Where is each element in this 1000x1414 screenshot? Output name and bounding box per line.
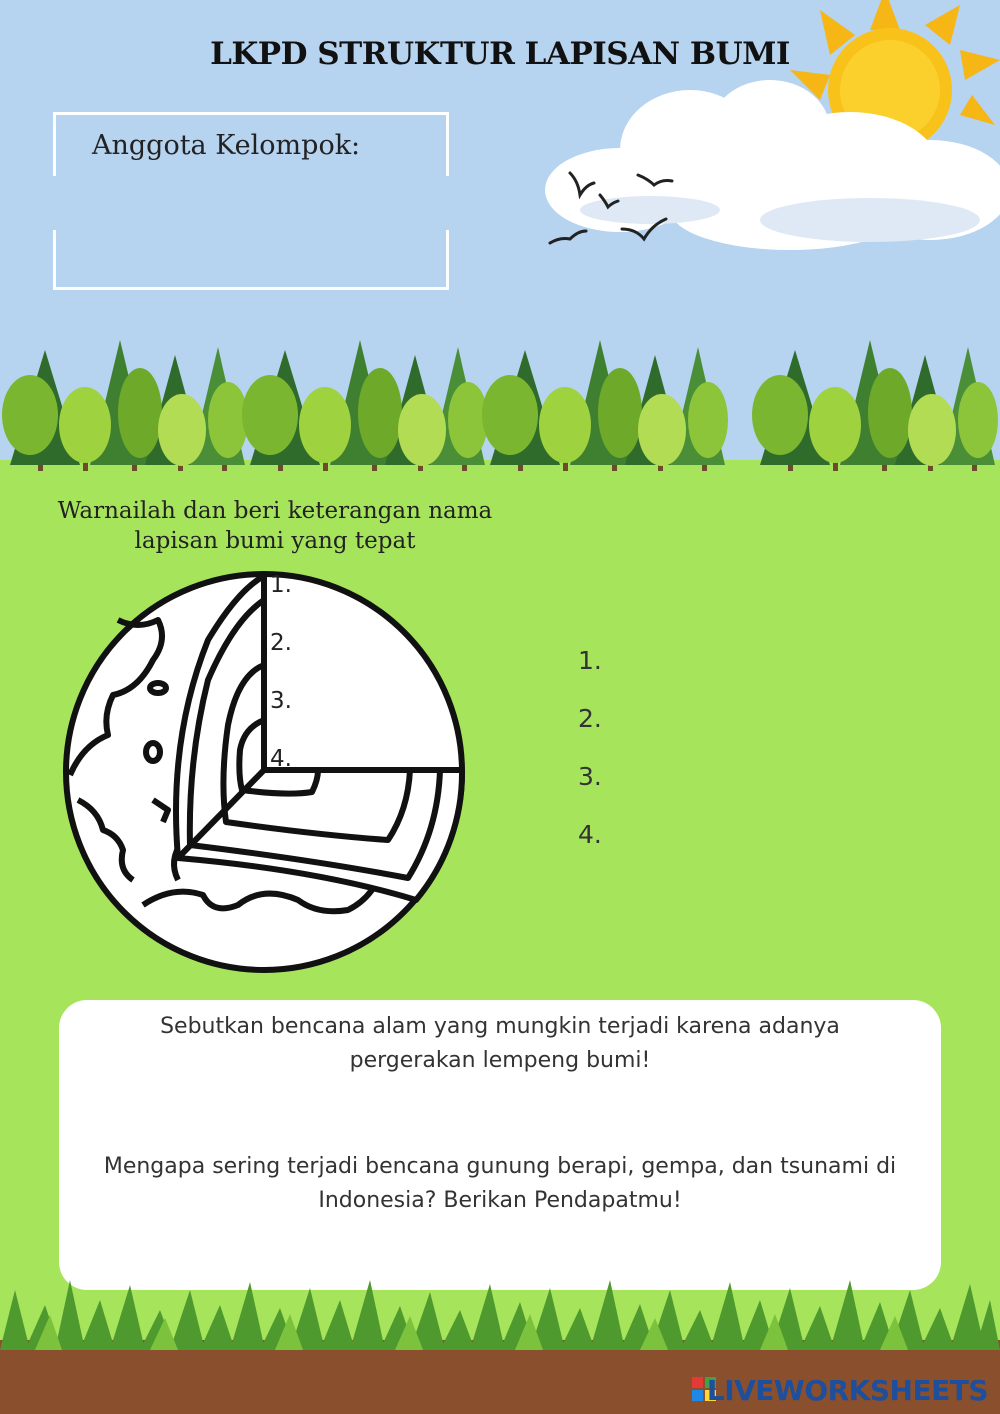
page-title: LKPD STRUKTUR LAPISAN BUMI bbox=[210, 36, 790, 72]
question-line: Mengapa sering terjadi bencana gunung berapi, gempa, dan tsunami di bbox=[103, 1154, 897, 1179]
brand-wordmark[interactable]: LIVEWORKSHEETS bbox=[706, 1374, 988, 1407]
members-label: Anggota Kelompok: bbox=[92, 130, 361, 161]
question-1 bbox=[59, 1010, 941, 1078]
members-box-gap bbox=[445, 176, 457, 230]
instruction-text bbox=[30, 496, 520, 556]
diagram-label: 2. bbox=[270, 630, 292, 656]
question-line: Sebutkan bencana alam yang mungkin terjadi karena adanya bbox=[160, 1014, 840, 1039]
question-line: pergerakan lempeng bumi! bbox=[349, 1048, 651, 1073]
question-line: Indonesia? Berikan Pendapatmu! bbox=[318, 1188, 682, 1213]
earth-layers-diagram bbox=[58, 560, 478, 980]
answer-item[interactable]: 4. bbox=[578, 820, 602, 849]
members-box-gap bbox=[48, 176, 60, 230]
answer-item[interactable]: 3. bbox=[578, 762, 602, 791]
diagram-label: 4. bbox=[270, 746, 292, 772]
grass-illustration bbox=[0, 1270, 1000, 1350]
forest-illustration bbox=[0, 335, 1000, 495]
diagram-label: 1. bbox=[270, 572, 292, 598]
answer-item[interactable]: 1. bbox=[578, 646, 602, 675]
question-2 bbox=[59, 1150, 941, 1218]
answer-item[interactable]: 2. bbox=[578, 704, 602, 733]
instruction-line: lapisan bumi yang tepat bbox=[134, 528, 416, 554]
birds-icon bbox=[540, 165, 680, 255]
answer-list bbox=[578, 646, 602, 878]
instruction-line: Warnailah dan beri keterangan nama bbox=[57, 498, 493, 524]
diagram-label: 3. bbox=[270, 688, 292, 714]
